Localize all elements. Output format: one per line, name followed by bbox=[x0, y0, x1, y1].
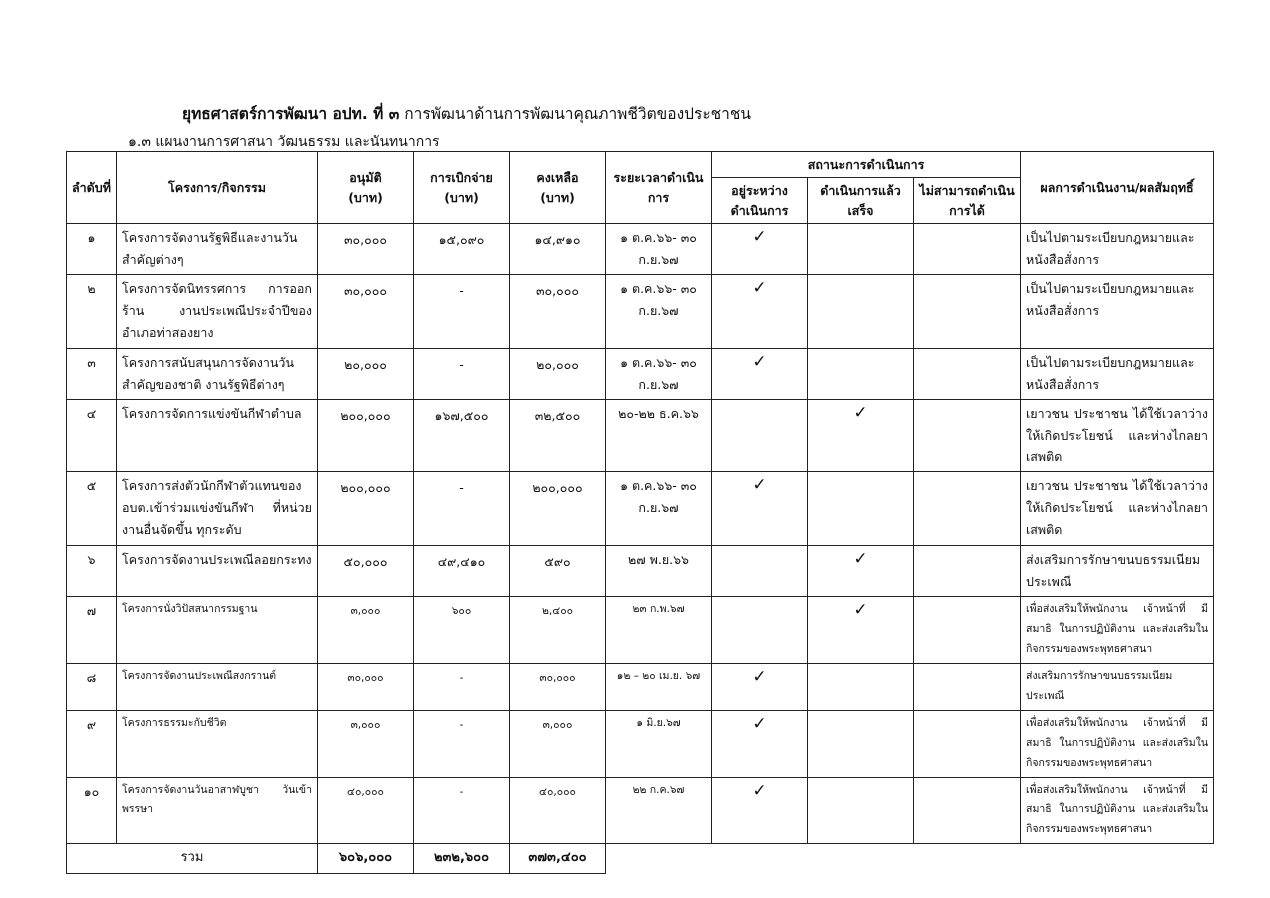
total-empty-cell bbox=[606, 844, 1214, 874]
row-no: ๑๐ bbox=[67, 777, 117, 844]
status-done-cell bbox=[808, 663, 914, 710]
table-row bbox=[67, 546, 1214, 597]
document-title bbox=[182, 101, 751, 126]
col-no-header: ลำดับที่ bbox=[67, 152, 117, 224]
row-result: ส่งเสริมการรักษาขนบธรรมเนียมประเพณี bbox=[1021, 546, 1214, 597]
row-approved: ๓๐,๐๐๐ bbox=[318, 224, 414, 275]
status-unable-cell bbox=[914, 597, 1021, 664]
row-period: ๑๒ – ๒๐ เม.ย. ๖๗ bbox=[606, 663, 712, 710]
row-project: โครงการจัดงานประเพณีลอยกระทง bbox=[117, 546, 318, 597]
row-no: ๒ bbox=[67, 274, 117, 348]
row-disbursed: ๑๕,๐๙๐ bbox=[414, 224, 510, 275]
total-disbursed: ๒๓๒,๖๐๐ bbox=[414, 844, 510, 874]
check-mark-icon: ✓ bbox=[853, 402, 868, 423]
row-disbursed: - bbox=[414, 348, 510, 399]
row-no: ๙ bbox=[67, 710, 117, 777]
col-status-unable-header: ไม่สามารถดำเนินการได้ bbox=[914, 178, 1021, 224]
row-period: ๒๐-๒๒ ธ.ค.๖๖ bbox=[606, 399, 712, 472]
row-project: โครงการธรรมะกับชีวิต bbox=[117, 710, 318, 777]
remaining-label: คงเหลือ bbox=[536, 170, 579, 186]
project-table bbox=[66, 151, 1214, 874]
status-unable-cell bbox=[914, 710, 1021, 777]
status-done-cell bbox=[808, 224, 914, 275]
status-unable-cell bbox=[914, 399, 1021, 472]
row-disbursed: - bbox=[414, 710, 510, 777]
col-disbursed-header bbox=[414, 152, 510, 224]
row-disbursed: - bbox=[414, 274, 510, 348]
status-ongoing-cell bbox=[712, 597, 808, 664]
table-row bbox=[67, 399, 1214, 472]
row-result: เป็นไปตามระเบียบกฎหมายและหนังสือสั่งการ bbox=[1021, 274, 1214, 348]
status-ongoing-cell bbox=[712, 546, 808, 597]
row-disbursed: ๔๙,๔๑๐ bbox=[414, 546, 510, 597]
row-result: เยาวชน ประชาชน ได้ใช้เวลาว่างให้เกิดประโยชน์ และห่างไกลยาเสพติด bbox=[1021, 472, 1214, 546]
status-done-cell bbox=[808, 274, 914, 348]
disbursed-unit: (บาท) bbox=[444, 189, 479, 205]
status-unable-cell bbox=[914, 546, 1021, 597]
row-project: โครงการนั่งวิปัสสนากรรมฐาน bbox=[117, 597, 318, 664]
status-ongoing-cell bbox=[712, 399, 808, 472]
row-approved: ๓,๐๐๐ bbox=[318, 710, 414, 777]
status-done-cell bbox=[808, 348, 914, 399]
row-remaining: ๑๔,๙๑๐ bbox=[510, 224, 606, 275]
row-project: โครงการจัดงานรัฐพิธีและงานวันสำคัญต่างๆ bbox=[117, 224, 318, 275]
status-unable-cell bbox=[914, 224, 1021, 275]
approved-unit: (บาท) bbox=[348, 189, 383, 205]
row-result: เป็นไปตามระเบียบกฎหมายและหนังสือสั่งการ bbox=[1021, 348, 1214, 399]
row-project: โครงการส่งตัวนักกีฬาตัวแทนของ อบต.เข้าร่วมแข่งขันกีฬา ที่หน่วยงานอื่นจัดขึ้น ทุกระดับ bbox=[117, 472, 318, 546]
row-approved: ๕๐,๐๐๐ bbox=[318, 546, 414, 597]
row-project: โครงการสนับสนุนการจัดงานวันสำคัญของชาติ งานรัฐพิธีต่างๆ bbox=[117, 348, 318, 399]
row-no: ๖ bbox=[67, 546, 117, 597]
row-remaining: ๕๙๐ bbox=[510, 546, 606, 597]
row-period: ๑ ต.ค.๖๖- ๓๐ ก.ย.๖๗ bbox=[606, 224, 712, 275]
status-done-cell bbox=[808, 472, 914, 546]
row-remaining: ๓๐,๐๐๐ bbox=[510, 274, 606, 348]
row-remaining: ๓,๐๐๐ bbox=[510, 710, 606, 777]
row-no: ๗ bbox=[67, 597, 117, 664]
check-mark-icon: ✓ bbox=[752, 666, 767, 687]
row-remaining: ๒๐,๐๐๐ bbox=[510, 348, 606, 399]
row-no: ๕ bbox=[67, 472, 117, 546]
status-ongoing-cell bbox=[712, 224, 808, 275]
row-approved: ๔๐,๐๐๐ bbox=[318, 777, 414, 844]
strategy-label: ยุทธศาสตร์การพัฒนา อปท. ที่ ๓ bbox=[182, 105, 400, 123]
status-unable-cell bbox=[914, 663, 1021, 710]
col-status-ongoing-header: อยู่ระหว่างดำเนินการ bbox=[712, 178, 808, 224]
row-disbursed: - bbox=[414, 663, 510, 710]
status-ongoing-cell bbox=[712, 663, 808, 710]
check-mark-icon: ✓ bbox=[853, 549, 868, 570]
row-no: ๔ bbox=[67, 399, 117, 472]
row-approved: ๓๐,๐๐๐ bbox=[318, 663, 414, 710]
row-period: ๒๓ ก.พ.๖๗ bbox=[606, 597, 712, 664]
status-ongoing-cell bbox=[712, 777, 808, 844]
table-row bbox=[67, 710, 1214, 777]
row-project: โครงการจัดการแข่งขันกีฬาตำบล bbox=[117, 399, 318, 472]
row-remaining: ๓๐,๐๐๐ bbox=[510, 663, 606, 710]
table-row bbox=[67, 224, 1214, 275]
total-row bbox=[67, 844, 1214, 874]
row-result: เยาวชน ประชาชน ได้ใช้เวลาว่างให้เกิดประโยชน์ และห่างไกลยาเสพติด bbox=[1021, 399, 1214, 472]
row-disbursed: - bbox=[414, 472, 510, 546]
status-unable-cell bbox=[914, 274, 1021, 348]
check-mark-icon: ✓ bbox=[752, 475, 767, 496]
total-approved: ๖๐๖,๐๐๐ bbox=[318, 844, 414, 874]
row-no: ๘ bbox=[67, 663, 117, 710]
col-status-done-header: ดำเนินการแล้วเสร็จ bbox=[808, 178, 914, 224]
status-unable-cell bbox=[914, 472, 1021, 546]
table-row bbox=[67, 274, 1214, 348]
row-period: ๒๒ ก.ค.๖๗ bbox=[606, 777, 712, 844]
table-row bbox=[67, 777, 1214, 844]
status-unable-cell bbox=[914, 777, 1021, 844]
row-project: โครงการจัดงานวันอาสาฬบูชา วันเข้าพรรษา bbox=[117, 777, 318, 844]
strategy-title: การพัฒนาด้านการพัฒนาคุณภาพชีวิตของประชาชน bbox=[404, 105, 751, 123]
total-label: รวม bbox=[67, 844, 318, 874]
check-mark-icon: ✓ bbox=[752, 351, 767, 372]
check-mark-icon: ✓ bbox=[752, 227, 767, 248]
status-ongoing-cell bbox=[712, 710, 808, 777]
row-result: เป็นไปตามระเบียบกฎหมายและหนังสือสั่งการ bbox=[1021, 224, 1214, 275]
row-result: เพื่อส่งเสริมให้พนักงาน เจ้าหน้าที่ มีสมาธิ ในการปฏิบัติงาน และส่งเสริมในกิจกรรมของพระพุทธศาสนา bbox=[1021, 777, 1214, 844]
table-row bbox=[67, 663, 1214, 710]
table-row bbox=[67, 472, 1214, 546]
row-approved: ๒๐,๐๐๐ bbox=[318, 348, 414, 399]
table-body bbox=[67, 224, 1214, 874]
row-remaining: ๓๒,๕๐๐ bbox=[510, 399, 606, 472]
status-ongoing-cell bbox=[712, 274, 808, 348]
total-remaining: ๓๗๓,๔๐๐ bbox=[510, 844, 606, 874]
col-project-header: โครงการ/กิจกรรม bbox=[117, 152, 318, 224]
col-period-header: ระยะเวลาดำเนินการ bbox=[606, 152, 712, 224]
remaining-unit: (บาท) bbox=[540, 189, 575, 205]
row-approved: ๓๐,๐๐๐ bbox=[318, 274, 414, 348]
table-row bbox=[67, 348, 1214, 399]
row-project: โครงการจัดงานประเพณีสงกรานต์ bbox=[117, 663, 318, 710]
row-no: ๑ bbox=[67, 224, 117, 275]
row-period: ๑ ต.ค.๖๖- ๓๐ ก.ย.๖๗ bbox=[606, 348, 712, 399]
check-mark-icon: ✓ bbox=[752, 277, 767, 298]
row-period: ๑ มิ.ย.๖๗ bbox=[606, 710, 712, 777]
check-mark-icon: ✓ bbox=[752, 780, 767, 801]
status-done-cell bbox=[808, 597, 914, 664]
status-done-cell bbox=[808, 546, 914, 597]
plan-subtitle: ๑.๓ แผนงานการศาสนา วัฒนธรรม และนันทนาการ bbox=[128, 134, 440, 150]
row-remaining: ๒๐๐,๐๐๐ bbox=[510, 472, 606, 546]
status-ongoing-cell bbox=[712, 348, 808, 399]
status-done-cell bbox=[808, 710, 914, 777]
row-result: เพื่อส่งเสริมให้พนักงาน เจ้าหน้าที่ มีสมาธิ ในการปฏิบัติงาน และส่งเสริมในกิจกรรมของพระพุทธศาสนา bbox=[1021, 710, 1214, 777]
row-remaining: ๔๐,๐๐๐ bbox=[510, 777, 606, 844]
status-unable-cell bbox=[914, 348, 1021, 399]
check-mark-icon: ✓ bbox=[853, 600, 868, 620]
col-result-header: ผลการดำเนินงาน/ผลสัมฤทธิ์ bbox=[1021, 152, 1214, 224]
col-remaining-header bbox=[510, 152, 606, 224]
row-disbursed: ๖๐๐ bbox=[414, 597, 510, 664]
status-ongoing-cell bbox=[712, 472, 808, 546]
row-project: โครงการจัดนิทรรศการ การออกร้าน งานประเพณีประจำปีของอำเภอท่าสองยาง bbox=[117, 274, 318, 348]
check-mark-icon: ✓ bbox=[752, 713, 767, 734]
status-done-cell bbox=[808, 399, 914, 472]
col-approved-header bbox=[318, 152, 414, 224]
row-disbursed: ๑๖๗,๕๐๐ bbox=[414, 399, 510, 472]
row-period: ๑ ต.ค.๖๖- ๓๐ ก.ย.๖๗ bbox=[606, 472, 712, 546]
header-row bbox=[67, 152, 1214, 178]
row-approved: ๒๐๐,๐๐๐ bbox=[318, 472, 414, 546]
row-period: ๑ ต.ค.๖๖- ๓๐ ก.ย.๖๗ bbox=[606, 274, 712, 348]
approved-label: อนุมัติ bbox=[349, 170, 382, 186]
row-disbursed: - bbox=[414, 777, 510, 844]
disbursed-label: การเบิกจ่าย bbox=[430, 170, 493, 186]
row-result: ส่งเสริมการรักษาขนบธรรมเนียมประเพณี bbox=[1021, 663, 1214, 710]
row-period: ๒๗ พ.ย.๖๖ bbox=[606, 546, 712, 597]
table-row bbox=[67, 597, 1214, 664]
row-no: ๓ bbox=[67, 348, 117, 399]
status-done-cell bbox=[808, 777, 914, 844]
col-status-header: สถานะการดำเนินการ bbox=[712, 152, 1021, 178]
row-result: เพื่อส่งเสริมให้พนักงาน เจ้าหน้าที่ มีสมาธิ ในการปฏิบัติงาน และส่งเสริมในกิจกรรมของพระพุทธศาสนา bbox=[1021, 597, 1214, 664]
row-remaining: ๒,๔๐๐ bbox=[510, 597, 606, 664]
row-approved: ๓,๐๐๐ bbox=[318, 597, 414, 664]
row-approved: ๒๐๐,๐๐๐ bbox=[318, 399, 414, 472]
